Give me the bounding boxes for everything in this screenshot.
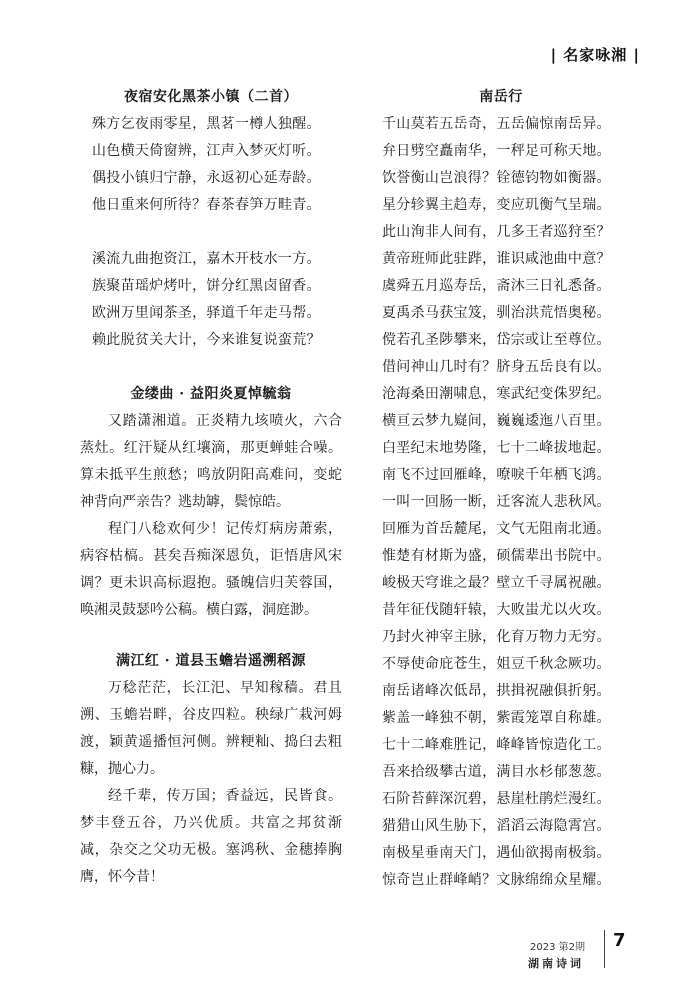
poem-line: 饮誉衡山岂浪得？铨德钧物如衡器。 [382,170,611,186]
poem-line: 千山莫若五岳奇，五岳偏惊南岳异。 [382,116,611,132]
poem-line: 弁日劈空矗南华，一秤足可称天地。 [382,143,611,159]
poem-line: 猎猎山风生胁下，滔滔云海隐霄宫。 [382,818,611,834]
poem-line: 借问神山几时有？脐身五岳良有以。 [382,359,611,375]
poem-line: 昔年征伐随轩辕，大败蚩尤以火攻。 [382,602,611,618]
poem-line: 此山洵非人间有，几多王者巡狩至？ [382,224,611,240]
poem-line: 白垩纪末地势隆，七十二峰拔地起。 [382,440,611,456]
poem-nanyuexing [370,84,632,894]
poem-heicha [80,84,342,354]
poem-line: 一叫一回肠一断，迁客流人悲秋风。 [382,494,611,510]
page-number: 7 [613,930,626,951]
poem-paragraph: 程门八稔欢何少！记传灯病房萧索，病容枯槁。甚矣吾痴深恩负，讵悟唐风宋调？更未识高标遐抱。骚魄信归芙蓉国，唤湘灵鼓瑟吟公稿。横白露，洞庭渺。 [80,521,342,618]
right-column [370,84,632,894]
poem-line: 山色横天倚窗辨，江声入梦灭灯听。 [92,143,321,159]
poem-line: 傥若孔圣陟攀来，岱宗或让至尊位。 [382,332,611,348]
poem-line: 赖此脱贫关大计，今来谁复说蛮荒？ [92,332,321,348]
poem-paragraph: 万稔茫茫，长江汜、早知稼穑。君且溯、玉蟾岩畔，谷皮四粒。秧绿广栽河姆渡，颖黄遥播恒河侧。辨粳籼、捣臼去粗糠，抛心力。 [80,680,342,777]
poem-line: 溪流九曲抱资江，嘉木开枝水一方。 [92,251,321,267]
poem-title: 满江红 · 道县玉蟾岩遥溯稻源 [115,653,307,669]
poem-line: 他日重来何所待？春茶春笋万畦青。 [92,197,321,213]
section-tag: | 名家咏湘 | [550,46,640,64]
poem-line: 吾来拾级攀古道，满目水杉郁葱葱。 [382,764,611,780]
poem-line: 横亘云梦九嶷间，巍巍逶迤八百里。 [382,413,611,429]
poem-line: 惟楚有材斯为盛，硕儒辈出书院中。 [382,548,611,564]
poem-line: 虞舜五月巡寿岳，斋沐三日礼悉备。 [382,278,611,294]
magazine-name: 湖南诗词 [528,957,584,970]
poem-jinlvqu [80,381,342,624]
poem-line: 乃封火神宰主脉，化育万物力无穷。 [382,629,611,645]
poem-line: 夏禹杀马获宝笈，驯治洪荒悟奥秘。 [382,305,611,321]
poem-line: 回雁为首岳麓尾，文气无阻南北通。 [382,521,611,537]
poem-title: 金缕曲 · 益阳炎夏悼毓翁 [130,386,292,402]
poem-line: 族聚苗瑶炉烤叶，饼分红黑卤留香。 [92,278,321,294]
stanza-gap [80,219,342,246]
poem-title: 夜宿安化黑茶小镇（二首） [124,89,298,105]
poem-line: 石阶苔藓深沉碧，悬崖杜鹃烂漫红。 [382,791,611,807]
poem-line: 星分轸翼主趋寿，变应玑衡气呈瑞。 [382,197,611,213]
left-column [80,84,342,891]
poem-line: 惊奇岂止群峰峭？文脉绵绵众星耀。 [382,872,611,888]
poem-line: 紫盖一峰独不朝，紫霞笼罩自称雄。 [382,710,611,726]
poem-paragraph: 经千辈，传万国；香益远，民皆食。梦丰登五谷，乃兴优质。共富之邦贫渐减，杂交之父功无极。塞鸿秋、金穗捧胸膺，怀今昔！ [80,788,342,885]
poem-title: 南岳行 [479,89,523,105]
poem-line: 偶投小镇归宁静，永返初心延寿龄。 [92,170,321,186]
poem-line: 黄帝班师此驻跸，谁识咸池曲中意？ [382,251,611,267]
poem-line: 南飞不过回雁峰，嘹唳千年栖飞鸿。 [382,467,611,483]
issue-label: 2023 第2期 [530,942,585,953]
poem-line: 南岳诸峰次低昂，拱揖祝融俱折躬。 [382,683,611,699]
poem-line: 峻极天穹谁之最？壁立千寻属祝融。 [382,575,611,591]
poem-line: 不辱使命庇苍生，姐豆千秋念厥功。 [382,656,611,672]
poem-manjianghong [80,648,342,891]
poem-line: 欧洲万里闻茶圣，驿道千年走马帮。 [92,305,321,321]
poem-line: 殊方乞夜雨零星，黑茗一樽人独醒。 [92,116,321,132]
poem-line: 南极星垂南天门，遇仙欲揭南极翁。 [382,845,611,861]
footer-divider [604,930,605,968]
poem-line: 七十二峰难胜记，峰峰皆惊造化工。 [382,737,611,753]
poem-paragraph: 又踏潇湘道。正炎精九垓喷火，六合蒸灶。红汗疑从红壤滴，那更蝉蛙合噪。算未抵平生煎愁；鸣放阴阳高难问，变蛇神背向严亲告？逃劫罅，鬓惊皓。 [80,413,342,510]
poem-line: 沧海桑田潮啸息，寒武纪变侏罗纪。 [382,386,611,402]
